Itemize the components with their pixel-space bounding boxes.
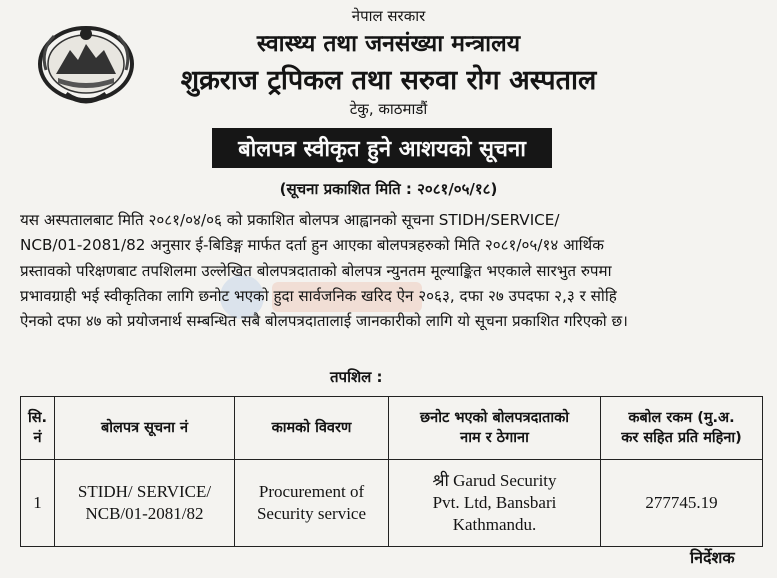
notice-body-line: ऐनको दफा ४७ को प्रयोजनार्थ सम्बन्धित सबै बोलपत्रदातालाई जानकारीको लागि यो सूचना प्रकाशित गरिएको छ। (20, 312, 628, 331)
header-bidder: छनोट भएको बोलपत्रदाताको नाम र ठेगाना (389, 397, 601, 460)
notice-body-line: NCB/01-2081/82 अनुसार ई-बिडिङ्ग मार्फत दर्ता हुन आएका बोलपत्रहरुको मिति २०८१/०५/१४ आर्थिक (20, 236, 604, 255)
hospital-address: टेकु, काठमाडौं (349, 100, 428, 118)
header-sn: सि. नं (21, 397, 55, 460)
ministry-name: स्वास्थ्य तथा जनसंख्या मन्त्रालय (256, 31, 521, 57)
award-table (20, 396, 763, 547)
cell-sn: 1 (21, 460, 55, 547)
notice-body-line: यस अस्पतालबाट मिति २०८१/०४/०६ को प्रकाशित बोलपत्र आह्वानको सूचना STIDH/SERVICE/ (20, 211, 560, 229)
table-row (21, 460, 763, 547)
notice-body-line: प्रस्तावको परिक्षणबाट तपशिलमा उल्लेखित बोलपत्रदाताको बोलपत्र न्युनतम मूल्याङ्कित भएकाले सारभुत रुपमा (20, 261, 612, 280)
government-name: नेपाल सरकार (351, 7, 426, 25)
signer-title: निर्देशक (690, 548, 735, 567)
notice-body-line: प्रभावग्राही भई स्वीकृतिका लागि छनोट भएको हुदा सार्वजनिक खरिद ऐन २०६३, दफा २७ उपदफा २,३ र सोहि (20, 286, 617, 305)
cell-bidder: श्री Garud Security Pvt. Ltd, Bansbari Kathmandu. (389, 460, 601, 547)
hospital-name: शुक्रराज ट्रपिकल तथा सरुवा रोग अस्पताल (180, 65, 597, 96)
notice-title: बोलपत्र स्वीकृत हुने आशयको सूचना (212, 128, 552, 168)
published-date: (सूचना प्रकाशित मिति : २०८१/०५/१८) (279, 180, 498, 198)
header-notice-no: बोलपत्र सूचना नं (55, 397, 235, 460)
cell-amount: 277745.19 (601, 460, 763, 547)
header-amount: कबोल रकम (मु.अ. कर सहित प्रति महिना) (601, 397, 763, 460)
cell-work-description: Procurement of Security service (235, 460, 389, 547)
notice-body (20, 208, 758, 334)
details-heading: तपशिल : (330, 368, 383, 386)
header-work-description: कामको विवरण (235, 397, 389, 460)
cell-notice-no: STIDH/ SERVICE/ NCB/01-2081/82 (55, 460, 235, 547)
table-header-row (21, 397, 763, 460)
